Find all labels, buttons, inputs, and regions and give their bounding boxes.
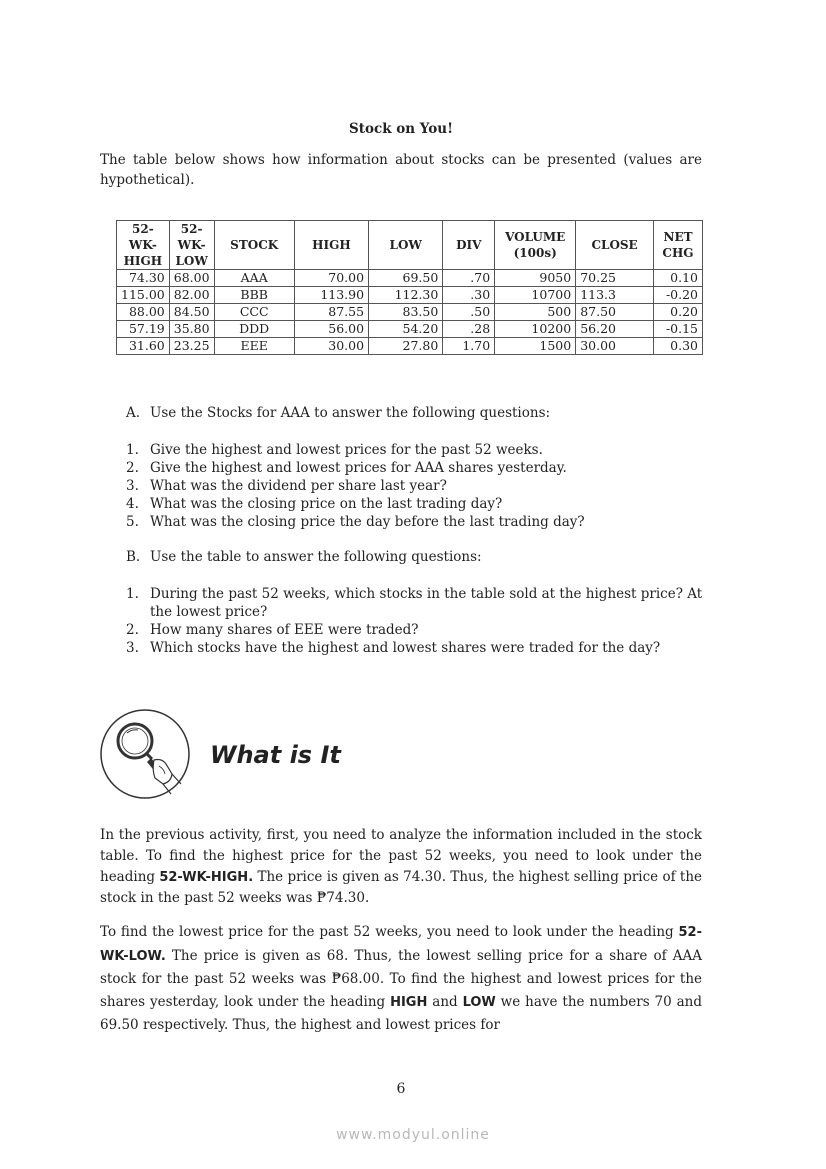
table-cell: 87.55 [294,304,368,321]
bold-term: LOW [462,994,496,1010]
table-cell: CCC [214,304,294,321]
table-header-row [117,221,703,270]
instruction-text: Use the Stocks for AAA to answer the following questions: [150,405,551,421]
page-title: Stock on You! [349,121,453,137]
table-cell: 35.80 [169,321,214,338]
column-header: DIV [443,221,495,270]
section-heading: What is It [210,741,341,769]
table-cell: 70.00 [294,270,368,287]
instruction-text: Use the table to answer the following questions: [150,549,482,565]
paragraph-text: The price is given as 68. Thus, the lowest selling price for a share of AAA stock for the past 52 weeks was ₱68.00. To find the highest and lowest prices for the shares yesterday, look under the heading [100,947,702,1010]
question-number: 3. [126,640,139,656]
table-cell: 84.50 [169,304,214,321]
table-cell: 74.30 [117,270,170,287]
question-text: What was the closing price on the last trading day? [150,496,503,512]
list-item [126,585,706,621]
table-cell: 10700 [495,287,576,304]
table-cell: .70 [443,270,495,287]
column-header: HIGH [294,221,368,270]
question-number: 3. [126,478,139,494]
paragraph-text: The price is given as 74.30. Thus, the highest selling price of the stock in the past 52 weeks was ₱74.30. [100,869,702,906]
question-number: 2. [126,622,139,638]
column-header: 52-WK-LOW [169,221,214,270]
page-number: 6 [396,1081,406,1097]
table-cell: 115.00 [117,287,170,304]
question-text: Which stocks have the highest and lowest shares were traded for the day? [150,640,661,656]
paragraph-text: and [427,993,463,1010]
list-item [126,441,706,459]
table-cell: 1.70 [443,338,495,355]
table-cell: 30.00 [294,338,368,355]
question-number: 1. [126,586,139,602]
paragraph-text: we have the numbers 70 and 69.50 respectively. Thus, the highest and lowest prices for [100,993,702,1033]
section-marker: A. [126,405,141,421]
table-cell: .50 [443,304,495,321]
table-cell: 83.50 [369,304,443,321]
list-item [126,459,706,477]
question-text: What was the dividend per share last year? [150,478,447,494]
table-cell: 23.25 [169,338,214,355]
table-cell: 68.00 [169,270,214,287]
column-header: 52-WK-HIGH [117,221,170,270]
column-header: LOW [369,221,443,270]
table-cell: 87.50 [576,304,654,321]
paragraph [100,921,702,1037]
table-row [117,287,703,304]
table-cell: 56.20 [576,321,654,338]
column-header: STOCK [214,221,294,270]
list-item [126,477,706,495]
magnifying-glass-icon [99,708,191,800]
section-b-instruction [126,548,706,566]
table-row [117,270,703,287]
section-a-instruction [126,404,706,422]
table-cell: 88.00 [117,304,170,321]
question-text: During the past 52 weeks, which stocks in the table sold at the highest price? At the lowest price? [150,586,703,620]
table-cell: 112.30 [369,287,443,304]
table-cell: 82.00 [169,287,214,304]
watermark: www.modyul.online [336,1127,490,1143]
stock-table [116,220,703,355]
bold-term: 52-WK-HIGH. [159,870,254,885]
table-row [117,304,703,321]
paragraph [100,825,702,909]
table-cell: BBB [214,287,294,304]
bold-term: 52-WK-LOW. [100,925,702,964]
question-text: Give the highest and lowest prices for the past 52 weeks. [150,442,543,458]
table-cell: 113.3 [576,287,654,304]
table-cell: 0.20 [654,304,703,321]
question-number: 1. [126,442,139,458]
table-cell: 30.00 [576,338,654,355]
table-cell: 27.80 [369,338,443,355]
bold-term: HIGH [390,994,428,1010]
column-header: CLOSE [576,221,654,270]
question-text: How many shares of EEE were traded? [150,622,419,638]
table-cell: 31.60 [117,338,170,355]
question-number: 2. [126,460,139,476]
list-item [126,621,706,639]
table-cell: .30 [443,287,495,304]
table-cell: -0.15 [654,321,703,338]
section-marker: B. [126,549,141,565]
column-header: NET CHG [654,221,703,270]
column-header: VOLUME (100s) [495,221,576,270]
table-cell: 1500 [495,338,576,355]
table-cell: 69.50 [369,270,443,287]
table-cell: 9050 [495,270,576,287]
list-item [126,513,706,531]
question-number: 4. [126,496,139,512]
list-item [126,639,706,675]
table-cell: 500 [495,304,576,321]
intro-text: The table below shows how information about stocks can be presented (values are hypothetical). [100,152,702,188]
table-cell: EEE [214,338,294,355]
table-cell: AAA [214,270,294,287]
table-cell: 57.19 [117,321,170,338]
table-row [117,321,703,338]
table-cell: 0.30 [654,338,703,355]
paragraph-text: In the previous activity, first, you need to analyze the information included in the stock table. To find the highest price for the past 52 weeks, you need to look under the heading [100,827,702,885]
list-item [126,495,706,513]
question-text: What was the closing price the day before the last trading day? [150,514,585,530]
table-cell: .28 [443,321,495,338]
table-cell: -0.20 [654,287,703,304]
question-number: 5. [126,514,139,530]
table-cell: 0.10 [654,270,703,287]
table-row [117,338,703,355]
table-cell: 54.20 [369,321,443,338]
table-cell: 56.00 [294,321,368,338]
question-text: Give the highest and lowest prices for AAA shares yesterday. [150,460,567,476]
table-cell: 10200 [495,321,576,338]
paragraph-text: To find the lowest price for the past 52 weeks, you need to look under the heading [100,924,679,940]
table-cell: DDD [214,321,294,338]
table-cell: 70.25 [576,270,654,287]
table-cell: 113.90 [294,287,368,304]
